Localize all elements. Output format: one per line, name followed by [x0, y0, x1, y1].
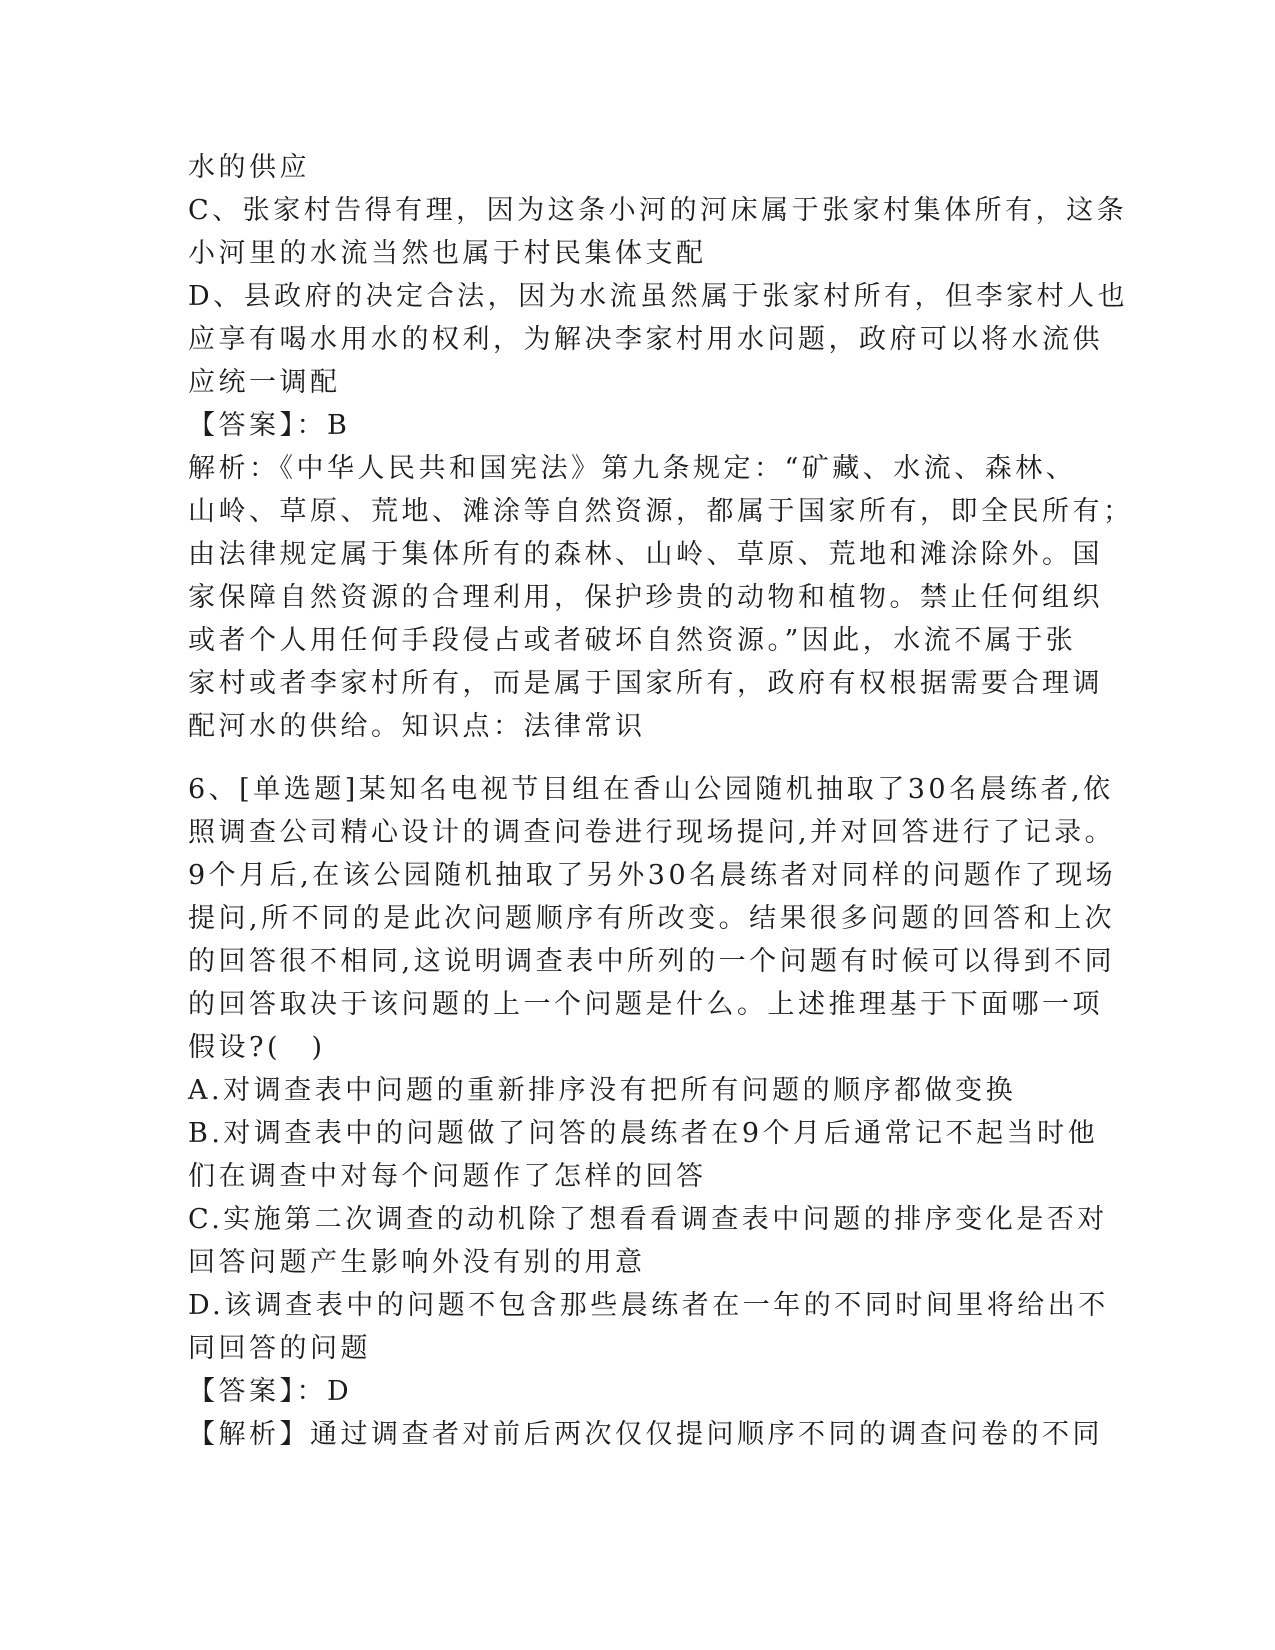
- option-c: [188, 1198, 1108, 1284]
- question-stem: [188, 768, 1117, 1069]
- option-b-continuation: 水的供应: [188, 152, 310, 183]
- question-stem-line: 的回答取决于该问题的上一个问题是什么。上述推理基于下面哪一项: [188, 989, 1103, 1020]
- question-stem-line: 6、[单选题]某知名电视节目组在香山公园随机抽取了30名晨练者,依: [188, 774, 1114, 805]
- page-content: [188, 146, 1134, 1456]
- question-stem-line: 提问,所不同的是此次问题顺序有所改变。结果很多问题的回答和上次: [188, 903, 1116, 934]
- question-stem-line: 照调查公司精心设计的调查问卷进行现场提问,并对回答进行了记录。: [188, 817, 1116, 848]
- analysis-line: 或者个人用任何手段侵占或者破坏自然资源。”因此，水流不属于张: [188, 625, 1077, 656]
- analysis-line: 配河水的供给。知识点：法律常识: [188, 711, 646, 742]
- option-b-line: 们在调查中对每个问题作了怎样的回答: [188, 1161, 707, 1192]
- section-gap: [188, 748, 1088, 768]
- question-stem-line: 的回答很不相同,这说明调查表中所列的一个问题有时候可以得到不同: [188, 946, 1116, 977]
- analysis-line: 家保障自然资源的合理利用，保护珍贵的动物和植物。禁止任何组织: [188, 582, 1103, 613]
- option-d-line: 同回答的问题: [188, 1333, 371, 1364]
- option-d: [188, 1284, 1109, 1370]
- option-c-line: C、张家村告得有理，因为这条小河的河床属于张家村集体所有，这条: [188, 195, 1128, 226]
- analysis-start: 【解析】通过调查者对前后两次仅仅提问顺序不同的调查问卷的不同: [188, 1419, 1103, 1450]
- analysis-line: 解析：《中华人民共和国宪法》第九条规定：“矿藏、水流、森林、: [188, 453, 1077, 484]
- answer: 【答案】：D: [188, 1376, 353, 1407]
- option-d: [188, 275, 1129, 404]
- question-stem-line: 假设?( ): [188, 1032, 326, 1063]
- answer: 【答案】：B: [188, 410, 351, 441]
- option-d-line: D.该调查表中的问题不包含那些晨练者在一年的不同时间里将给出不: [188, 1290, 1109, 1321]
- option-b: [188, 1112, 1099, 1198]
- option-d-line: D、县政府的决定合法，因为水流虽然属于张家村所有，但李家村人也: [188, 281, 1129, 312]
- option-c-line: 小河里的水流当然也属于村民集体支配: [188, 238, 707, 269]
- option-d-line: 应享有喝水用水的权利，为解决李家村用水问题，政府可以将水流供: [188, 324, 1103, 355]
- analysis-line: 家村或者李家村所有，而是属于国家所有，政府有权根据需要合理调: [188, 668, 1103, 699]
- analysis: [188, 447, 1134, 748]
- question-stem-line: 9个月后,在该公园随机抽取了另外30名晨练者对同样的问题作了现场: [188, 860, 1117, 891]
- option-d-line: 应统一调配: [188, 367, 341, 398]
- analysis-line: 由法律规定属于集体所有的森林、山岭、草原、荒地和滩涂除外。国: [188, 539, 1103, 570]
- option-c-line: 回答问题产生影响外没有别的用意: [188, 1247, 646, 1278]
- analysis-line: 山岭、草原、荒地、滩涂等自然资源，都属于国家所有，即全民所有；: [188, 496, 1134, 527]
- option-c-line: C.实施第二次调查的动机除了想看看调查表中问题的排序变化是否对: [188, 1204, 1108, 1235]
- option-c: [188, 189, 1128, 275]
- option-b-line: B.对调查表中的问题做了问答的晨练者在9个月后通常记不起当时他: [188, 1118, 1099, 1149]
- option-a: A.对调查表中问题的重新排序没有把所有问题的顺序都做变换: [188, 1075, 1017, 1106]
